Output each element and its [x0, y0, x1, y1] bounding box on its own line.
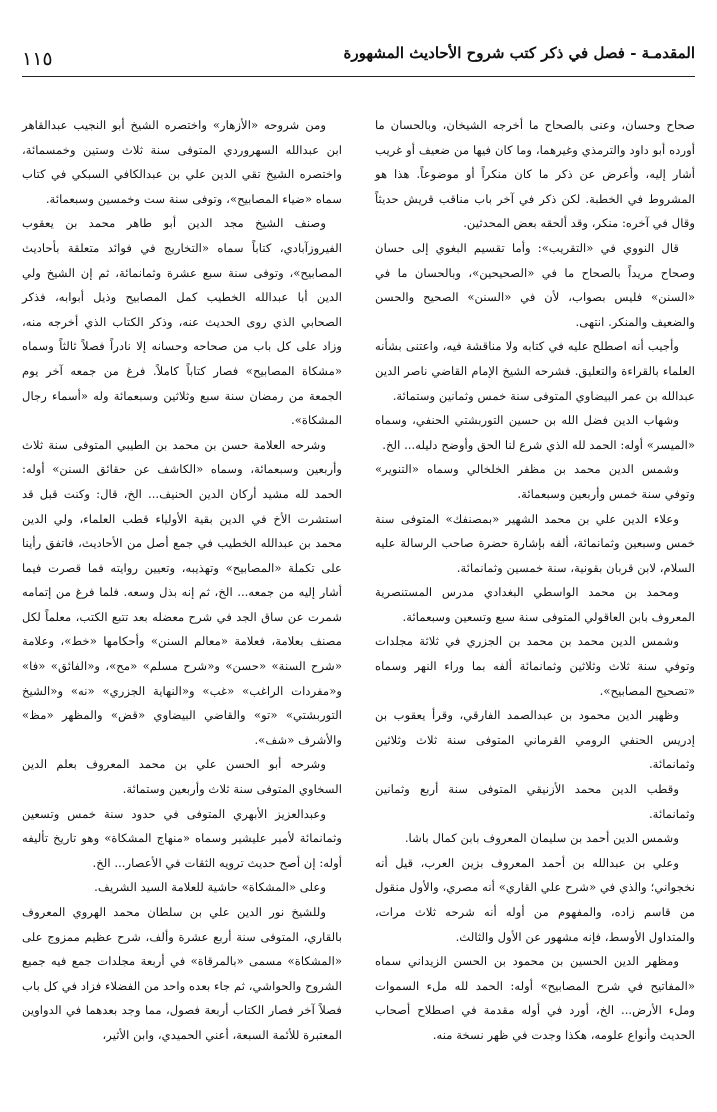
paragraph: ومظهر الدين الحسين بن محمود بن الحسن الزيداني سماه «المفاتيح في شرح المصابيح» أوله: الحمد لله ملء السموات وملء الأرض... الخ، أورد في أوله مقدمة في اصطلاح أصحاب الحديث وأنواع علومه، هكذا وجدت في ظهر نسخة منه.: [375, 954, 695, 1042]
paragraph: ومحمد بن محمد الواسطي البغدادي مدرس المستنصرية المعروف بابن العاقولي المتوفى سنة سبع وتسعين وسبعمائة.: [375, 585, 695, 624]
page-number: ١١٥: [22, 48, 53, 70]
paragraph: وقطب الدين محمد الأزنيقي المتوفى سنة أربع وثمانين وثمانمائة.: [375, 782, 695, 821]
paragraph: وعلى «المشكاة» حاشية للعلامة السيد الشريف.: [94, 880, 326, 895]
paragraph: وعلاء الدين علي بن محمد الشهير «بمصنفك» المتوفى سنة خمس وسبعين وثمانمائة، ألفه بإشارة حضرة صاحب الرسالة عليه السلام، لابن قربان بقونية، سنة خمسين وثمانمائة.: [375, 511, 695, 575]
paragraph: ومن شروحه «الأزهار» واختصره الشيخ أبو النجيب عبدالقاهر ابن عبدالله السهروردي المتوفى سنة ثلاث وستين وخمسمائة، واختصره الشيخ تقي الدين علي بن عبدالكافي السبكي في كتاب سماه «ضياء المصابيح»، وتوفى سنة ست وخمسين وسبعمائة.: [22, 118, 342, 206]
paragraph: صحاح وحسان، وعنى بالصحاح ما أخرجه الشيخان، وبالحسان ما أورده أبو داود والترمذي وغيرهما، وما كان فيها من ضعيف أو غريب أشار إليه، وأعرض عن ذكر ما كان منكراً أو موضوعاً. هذا هو المشروط في الخطبة. لكن ذكر في آخر باب مناقب قريش حديثاً وقال في آخره: منكر، وقد ألحقه بعض المحدثين.: [375, 118, 695, 231]
paragraph: قال النووي في «التقريب»: وأما تقسيم البغوي إلى حسان وصحاح مريداً بالصحاح ما في «الصحيحين»، وبالحسان ما في «السنن» فليس بصواب، لأن في «السنن» الصحيح والحسن والضعيف والمنكر. انتهى.: [375, 240, 695, 329]
left-column: [22, 113, 342, 1048]
paragraph: وصنف الشيخ مجد الدين أبو طاهر محمد بن يعقوب الفيروزآبادي، كتاباً سماه «التخاريج في فوائد متعلقة بأحاديث المصابيح»، وتوفى سنة سبع عشرة وثمانمائة، ثم إن الشيخ ولي الدين أبا عبدالله الخطيب كمل المصابيح وذيل أبوابه، فذكر الصحابي الذي روى الحديث عنه، وذكر الكتاب الذي أخرجه منه، وزاد على كل باب من صحاحه وحسانه إلا نادراً فصلاً ثالثاً وسماه «مشكاة المصابيح» فصار كتاباً كاملاً. فرغ من جمعه آخر يوم الجمعة من رمضان سنة سبع وثلاثين وسبعمائة وله «أسماء رجال المشكاة».: [22, 216, 342, 428]
header-rule: [22, 76, 695, 77]
running-title: المقدمـة - فصل في ذكر كتب شروح الأحاديث المشهورة: [343, 44, 695, 62]
paragraph: وشرحه أبو الحسن علي بن محمد المعروف بعلم الدين السخاوي المتوفى سنة ثلاث وأربعين وستمائة.: [22, 757, 342, 797]
right-column: [375, 113, 695, 1048]
page-header: [22, 38, 695, 78]
paragraph: وشهاب الدين فضل الله بن حسين التوربشتي الحنفي، وسماه «الميسر» أوله: الحمد لله الذي شرع لنا الحق وأوضح دليله... الخ.: [375, 413, 695, 452]
paragraph: وعبدالعزيز الأبهري المتوفى في حدود سنة خمس وتسعين وثمانمائة لأمير عليشير وسماه «منهاج المشكاة» وهو تاريخ تأليفه أوله: إن أصح حديث ترويه الثقات في الأعصار... الخ.: [22, 806, 342, 870]
paragraph: وشمس الدين محمد بن محمد بن الجزري في ثلاثة مجلدات وتوفي سنة ثلاث وثلاثين وثمانمائة ألفه بما وراء النهر وسماه «تصحيح المصابيح».: [375, 634, 695, 698]
paragraph: وأجيب أنه اصطلح عليه في كتابه ولا مناقشة فيه، واعتنى بشأنه العلماء بالقراءة والتعليق. فشرحه الشيخ الإمام القاضي ناصر الدين عبدالله بن عمر البيضاوي المتوفى سنة خمس وثمانين وستمائة.: [375, 339, 695, 403]
paragraph: وشمس الدين أحمد بن سليمان المعروف بابن كمال باشا.: [404, 831, 679, 846]
paragraph: وشمس الدين محمد بن مظفر الخلخالي وسماه «التنوير» وتوفي سنة خمس وأربعين وسبعمائة.: [375, 462, 695, 501]
paragraph: وظهير الدين محمود بن عبدالصمد الفارقي، وقرأ يعقوب بن إدريس الحنفي الرومي القرماني المتوفى سنة ثلاث وثلاثين وثمانمائة.: [375, 708, 695, 772]
paragraph: وللشيخ نور الدين علي بن سلطان محمد الهروي المعروف بالقاري، المتوفى سنة أربع عشرة وألف، شرح عظيم ممزوج على «المشكاة» مسمى «بالمرقاة» في أربعة مجلدات جمع فيه جميع الشروح والحواشي، ثم جاء بعده واحد من الفضلاء فزاد في كل باب فصلاً آخر فصار الكتاب أربعة فصول، مما وجد بعدهما في الدواوين المعتبرة للأئمة السبعة، أعني الحميدي، وابن الأثير،: [22, 905, 342, 1042]
paragraph: وعلي بن عبدالله بن أحمد المعروف بزين العرب، قيل أنه نخجواني؛ والذي في «شرح علي القاري» أنه مصري، والأول منقول من قاسم زاده، والمفهوم من أوله أنه شرحه ثلاث مرات، والمتداول الأوسط، فإنه مشهور عن الأول والثالث.: [375, 855, 695, 944]
paragraph: وشرحه العلامة حسن بن محمد بن الطيبي المتوفى سنة ثلاث وأربعين وسبعمائة، وسماه «الكاشف عن حقائق السنن» أوله: الحمد لله مشيد أركان الدين الحنيف... الخ، قال: وكنت قبل قد استشرت الأخ في الدين بقية الأولياء قطب العلماء، ولي الدين محمد بن عبدالله الخطيب في جمع أصل من الأحاديث، فاتفق رأينا على تكملة «المصابيح» وتهذيبه، وتعيين روايته فما قصرت فيما أشار إليه من جمعه... الخ، ثم إنه بذل وسعه. فلما فرغ من إتمامه شمرت عن ساق الجد في شرح معضله بعد تتبع الكتب، معلماً لكل مصنف بعلامة، فعلامة «معالم السنن» وأحكامها «خط»، وعلامة «شرح السنة» «حسن» و«شرح مسلم» «مح»، و«الفائق» «فا» و«مفردات الراغب» «غب» و«النهاية الجزري» «نه» و«الشيخ التوربشتي» «تو» والقاضي البيضاوي «قض» والمظهر «مظ» والأشرف «شف».: [22, 437, 342, 747]
